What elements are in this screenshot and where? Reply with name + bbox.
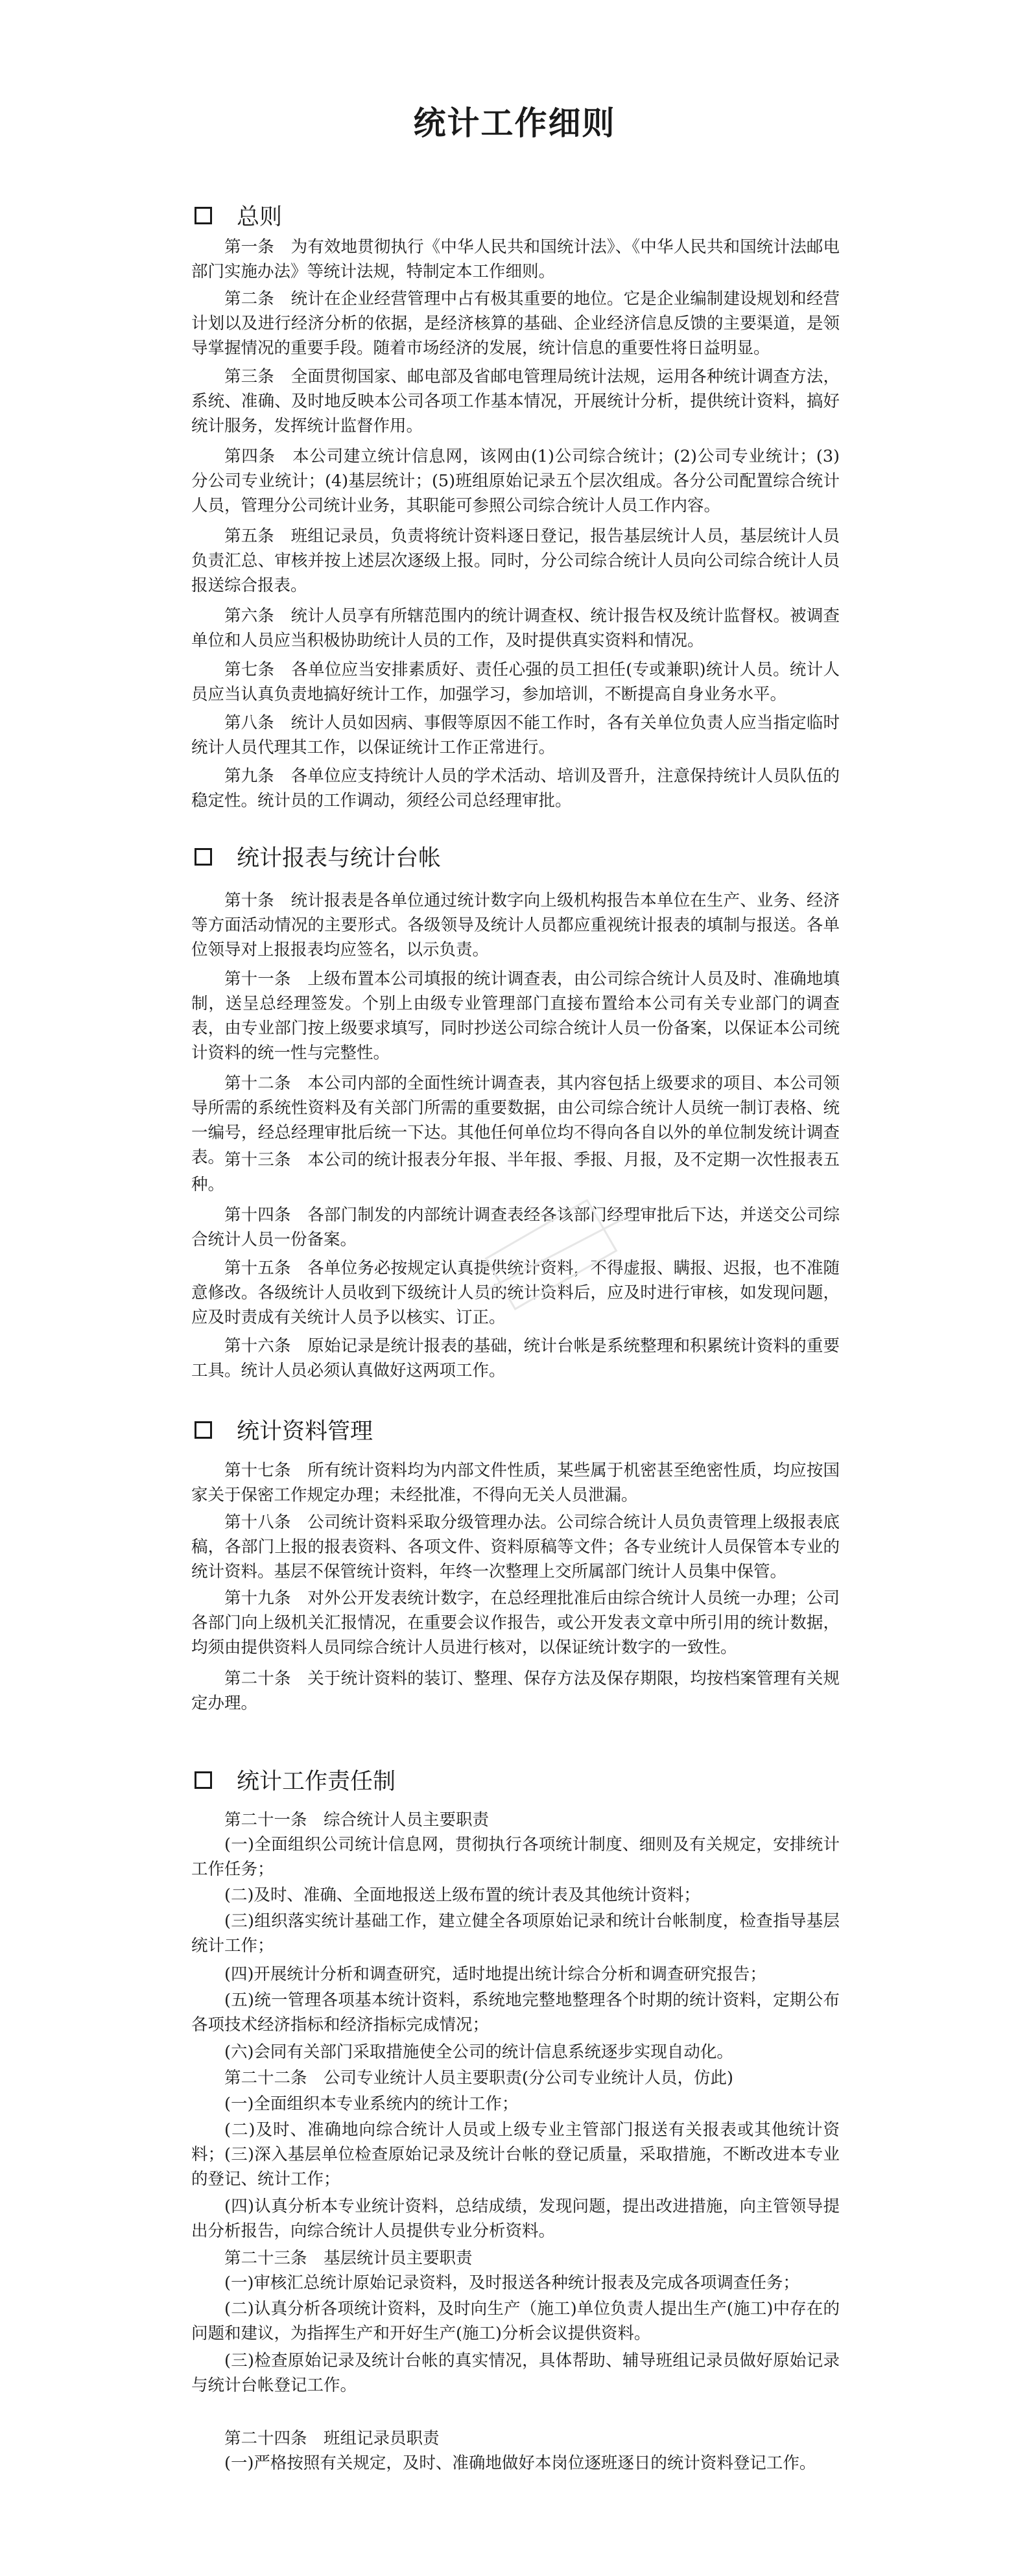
article-paragraph: 第七条 各单位应当安排素质好、责任心强的员工担任(专或兼职)统计人员。统计人员应当认真负责地搞好统计工作，加强学习，参加培训，不断提高自身业务水平。 bbox=[191, 660, 840, 704]
checkbox-icon bbox=[195, 1771, 212, 1789]
article-paragraph: 第二十四条 班组记录员职责 bbox=[224, 2429, 440, 2448]
section-heading-responsibility bbox=[195, 1764, 843, 1796]
article-paragraph: 第十九条 对外公开发表统计数字，在总经理批准后由综合统计人员统一办理；公司各部门向上级机关汇报情况，在重要会议作报告，或公开发表文章中所引用的统计数据，均须由提供资料人员同综合统计人员进行核对，以保证统计数字的一致性。 bbox=[191, 1589, 840, 1657]
article-paragraph: 第一条 为有效地贯彻执行《中华人民共和国统计法》、《中华人民共和国统计法邮电部门实施办法》等统计法规，特制定本工作细则。 bbox=[191, 237, 840, 281]
article-paragraph: 第十三条 本公司的统计报表分年报、半年报、季报、月报，及不定期一次性报表五种。 bbox=[191, 1150, 840, 1194]
article-paragraph: (六)会同有关部门采取措施使全公司的统计信息系统逐步实现自动化。 bbox=[224, 2042, 733, 2062]
article-paragraph: (三)深入基层单位检查原始记录及统计台帐的登记质量，采取措施，不断改进本专业的登记、统计工作； bbox=[191, 2145, 840, 2189]
article-paragraph: (三)组织落实统计基础工作，建立健全各项原始记录和统计台帐制度，检查指导基层统计工作； bbox=[191, 1911, 840, 1956]
article-paragraph: 第三条 全面贯彻国家、邮电部及省邮电管理局统计法规，运用各种统计调查方法，系统、准确、及时地反映本公司各项工作基本情况，开展统计分析，提供统计资料，搞好统计服务，发挥统计监督作用。 bbox=[191, 367, 840, 436]
checkbox-icon bbox=[195, 207, 212, 224]
article-paragraph: 第六条 统计人员享有所辖范围内的统计调查权、统计报告权及统计监督权。被调查单位和人员应当积极协助统计人员的工作，及时提供真实资料和情况。 bbox=[191, 606, 840, 650]
article-paragraph: 第八条 统计人员如因病、事假等原因不能工作时，各有关单位负责人应当指定临时统计人员代理其工作，以保证统计工作正常进行。 bbox=[191, 713, 840, 757]
article-paragraph: (二)及时、准确地向综合统计人员或上级专业主管部门报送有关报表或其他统计资料； bbox=[191, 2120, 840, 2164]
article-paragraph: 第九条 各单位应支持统计人员的学术活动、培训及晋升，注意保持统计人员队伍的稳定性。统计员的工作调动，须经公司总经理审批。 bbox=[191, 766, 840, 810]
article-paragraph: 第十二条 本公司内部的全面性统计调查表，其内容包括上级要求的项目、本公司领导所需的系统性资料及有关部门所需的重要数据，由公司综合统计人员统一制订表格、统一编号，经总经理审批后统一下达。其他任何单位均不得向各自以外的单位制发统计调查表。 bbox=[191, 1074, 840, 1167]
section-heading-reports bbox=[195, 840, 843, 873]
article-paragraph: (一)全面组织本专业系统内的统计工作； bbox=[224, 2094, 519, 2114]
checkbox-icon bbox=[195, 848, 212, 866]
section-heading-label: 总则 bbox=[237, 204, 283, 230]
article-paragraph: 第十五条 各单位务必按规定认真提供统计资料，不得虚报、瞒报、迟报，也不准随意修改。各级统计人员收到下级统计人员的统计资料后，应及时进行审核，如发现问题，应及时责成有关统计人员予以核实、订正。 bbox=[191, 1258, 840, 1327]
article-paragraph: 第十七条 所有统计资料均为内部文件性质，某些属于机密甚至绝密性质，均应按国家关于保密工作规定办理；未经批准，不得向无关人员泄漏。 bbox=[191, 1461, 840, 1505]
article-paragraph: 第十六条 原始记录是统计报表的基础，统计台帐是系统整理和积累统计资料的重要工具。统计人员必须认真做好这两项工作。 bbox=[191, 1336, 840, 1380]
section-heading-general bbox=[195, 199, 843, 231]
section-heading-label: 统计资料管理 bbox=[237, 1419, 373, 1445]
article-paragraph: (五)统一管理各项基本统计资料，系统地完整地整理各个时期的统计资料，定期公布各项技术经济指标和经济指标完成情况； bbox=[191, 1991, 840, 2035]
article-paragraph: (四)开展统计分析和调查研究，适时地提出统计综合分析和调查研究报告； bbox=[224, 1965, 766, 1984]
checkbox-icon bbox=[195, 1421, 212, 1439]
article-paragraph: (三)检查原始记录及统计台帐的真实情况，具体帮助、辅导班组记录员做好原始记录与统计台帐登记工作。 bbox=[191, 2351, 840, 2395]
section-heading-label: 统计报表与统计台帐 bbox=[237, 845, 442, 871]
article-paragraph: (一)审核汇总统计原始记录资料，及时报送各种统计报表及完成各项调查任务； bbox=[224, 2273, 799, 2293]
article-paragraph: 第二十一条 综合统计人员主要职责 bbox=[224, 1810, 490, 1830]
article-paragraph: (一)全面组织公司统计信息网，贯彻执行各项统计制度、细则及有关规定，安排统计工作任务； bbox=[191, 1835, 840, 1879]
article-paragraph: 第十条 统计报表是各单位通过统计数字向上级机构报告本单位在生产、业务、经济等方面活动情况的主要形式。各级领导及统计人员都应重视统计报表的填制与报送。各单位领导对上报报表均应签名，以示负责。 bbox=[191, 891, 840, 960]
article-paragraph: (四)认真分析本专业统计资料，总结成绩，发现问题，提出改进措施，向主管领导提出分析报告，向综合统计人员提供专业分析资料。 bbox=[191, 2197, 840, 2241]
article-paragraph: 第二十条 关于统计资料的装订、整理、保存方法及保存期限，均按档案管理有关规定办理。 bbox=[191, 1669, 840, 1713]
article-paragraph: (二)及时、准确、全面地报送上级布置的统计表及其他统计资料； bbox=[224, 1885, 700, 1905]
section-heading-label: 统计工作责任制 bbox=[237, 1769, 396, 1795]
article-paragraph: 第四条 本公司建立统计信息网，该网由(1)公司综合统计；(2)公司专业统计；(3)分公司专业统计；(4)基层统计；(5)班组原始记录五个层次组成。各分公司配置综合统计人员，管理分公司统计业务，其职能可参照公司综合统计人员工作内容。 bbox=[191, 447, 840, 515]
article-paragraph: 第十八条 公司统计资料采取分级管理办法。公司综合统计人员负责管理上级报表底稿，各部门上报的报表资料、各项文件、资料原稿等文件；各专业统计人员保管本专业的统计资料。基层不保管统计资料，年终一次整理上交所属部门统计人员集中保管。 bbox=[191, 1513, 840, 1581]
article-paragraph: 第五条 班组记录员，负责将统计资料逐日登记，报告基层统计人员，基层统计人员负责汇总、审核并按上述层次逐级上报。同时，分公司综合统计人员向公司综合统计人员报送综合报表。 bbox=[191, 526, 840, 595]
article-paragraph: 第二十三条 基层统计员主要职责 bbox=[224, 2249, 473, 2268]
document-title: 统计工作细则 bbox=[413, 104, 616, 142]
article-paragraph: 第二十二条 公司专业统计人员主要职责(分公司专业统计人员，仿此) bbox=[224, 2068, 733, 2088]
article-paragraph: (二)认真分析各项统计资料，及时向生产（施工)单位负责人提出生产(施工)中存在的问题和建议，为指挥生产和开好生产(施工)分析会议提供资料。 bbox=[191, 2299, 840, 2343]
article-paragraph: 第十一条 上级布置本公司填报的统计调查表，由公司综合统计人员及时、准确地填制，送呈总经理签发。个别上由级专业管理部门直接布置给本公司有关专业部门的调查表，由专业部门按上级要求填写，同时抄送公司综合统计人员一份备案，以保证本公司统计资料的统一性与完整性。 bbox=[191, 969, 840, 1063]
article-paragraph: 第二条 统计在企业经营管理中占有极其重要的地位。它是企业编制建设规划和经营计划以及进行经济分析的依据，是经济核算的基础、企业经济信息反馈的主要渠道，是领导掌握情况的重要手段。随着市场经济的发展，统计信息的重要性将日益明显。 bbox=[191, 289, 840, 358]
article-paragraph: (一)严格按照有关规定，及时、准确地做好本岗位逐班逐日的统计资料登记工作。 bbox=[224, 2453, 816, 2473]
section-heading-data-management bbox=[195, 1413, 843, 1446]
article-paragraph: 第十四条 各部门制发的内部统计调查表经各该部门经理审批后下达，并送交公司综合统计人员一份备案。 bbox=[191, 1205, 840, 1249]
